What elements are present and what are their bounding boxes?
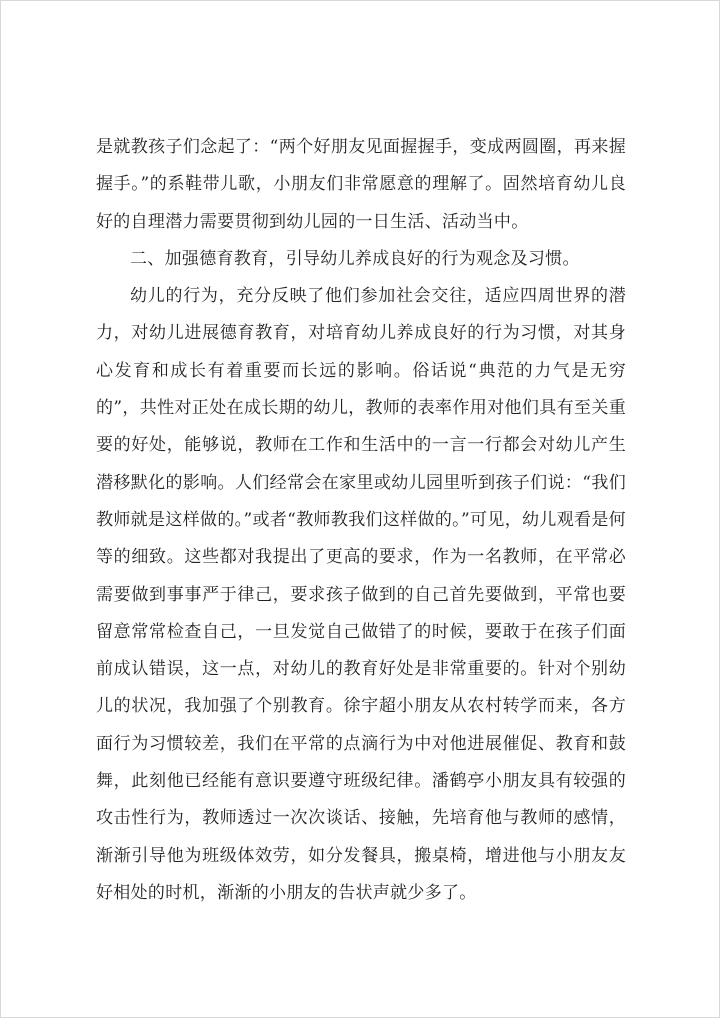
document-body bbox=[96, 129, 626, 912]
section-heading: 二、加强德育教育，引导幼儿养成良好的行为观念及习惯。 bbox=[130, 248, 580, 269]
paragraph-continuation: 是就教孩子们念起了：“两个好朋友见面握握手，变成两圆圈，再来握握手。”的系鞋带儿歌，小朋友们非常愿意的理解了。固然培育幼儿良好的自理潜力需要贯彻到幼儿园的一日生活、活动当中。 bbox=[96, 137, 626, 232]
paragraph-body: 幼儿的行为，充分反映了他们参加社会交往，适应四周世界的潜力，对幼儿进展德育教育，对培育幼儿养成良好的行为习惯，对其身心发育和成长有着重要而长远的影响。俗话说“典范的力气是无穷的”，共性对正处在成长期的幼儿，教师的表率作用对他们具有至关重要的好处，能够说，教师在工作和生活中的一言一行都会对幼儿产生潜移默化的影响。人们经常会在家里或幼儿园里听到孩子们说：“我们教师就是这样做的。”或者“教师教我们这样做的。”可见，幼儿观看是何等的细致。这些都对我提出了更高的要求，作为一名教师，在平常必需要做到事事严于律己，要求孩子做到的自己首先要做到，平常也要留意常常检查自己，一旦发觉自己做错了的时候，要敢于在孩子们面前成认错误，这一点，对幼儿的教育好处是非常重要的。针对个别幼儿的状况，我加强了个别教育。徐宇超小朋友从农村转学而来，各方面行为习惯较差，我们在平常的点滴行为中对他进展催促、教育和鼓舞，此刻他已经能有意识要遵守班级纪律。潘鹤亭小朋友具有较强的攻击性行为，教师透过一次次谈话、接触，先培育他与教师的感情，渐渐引导他为班级体效劳，如分发餐具，搬桌椅，增进他与小朋友友好相处的时机，渐渐的小朋友的告状声就少多了。 bbox=[96, 286, 626, 903]
